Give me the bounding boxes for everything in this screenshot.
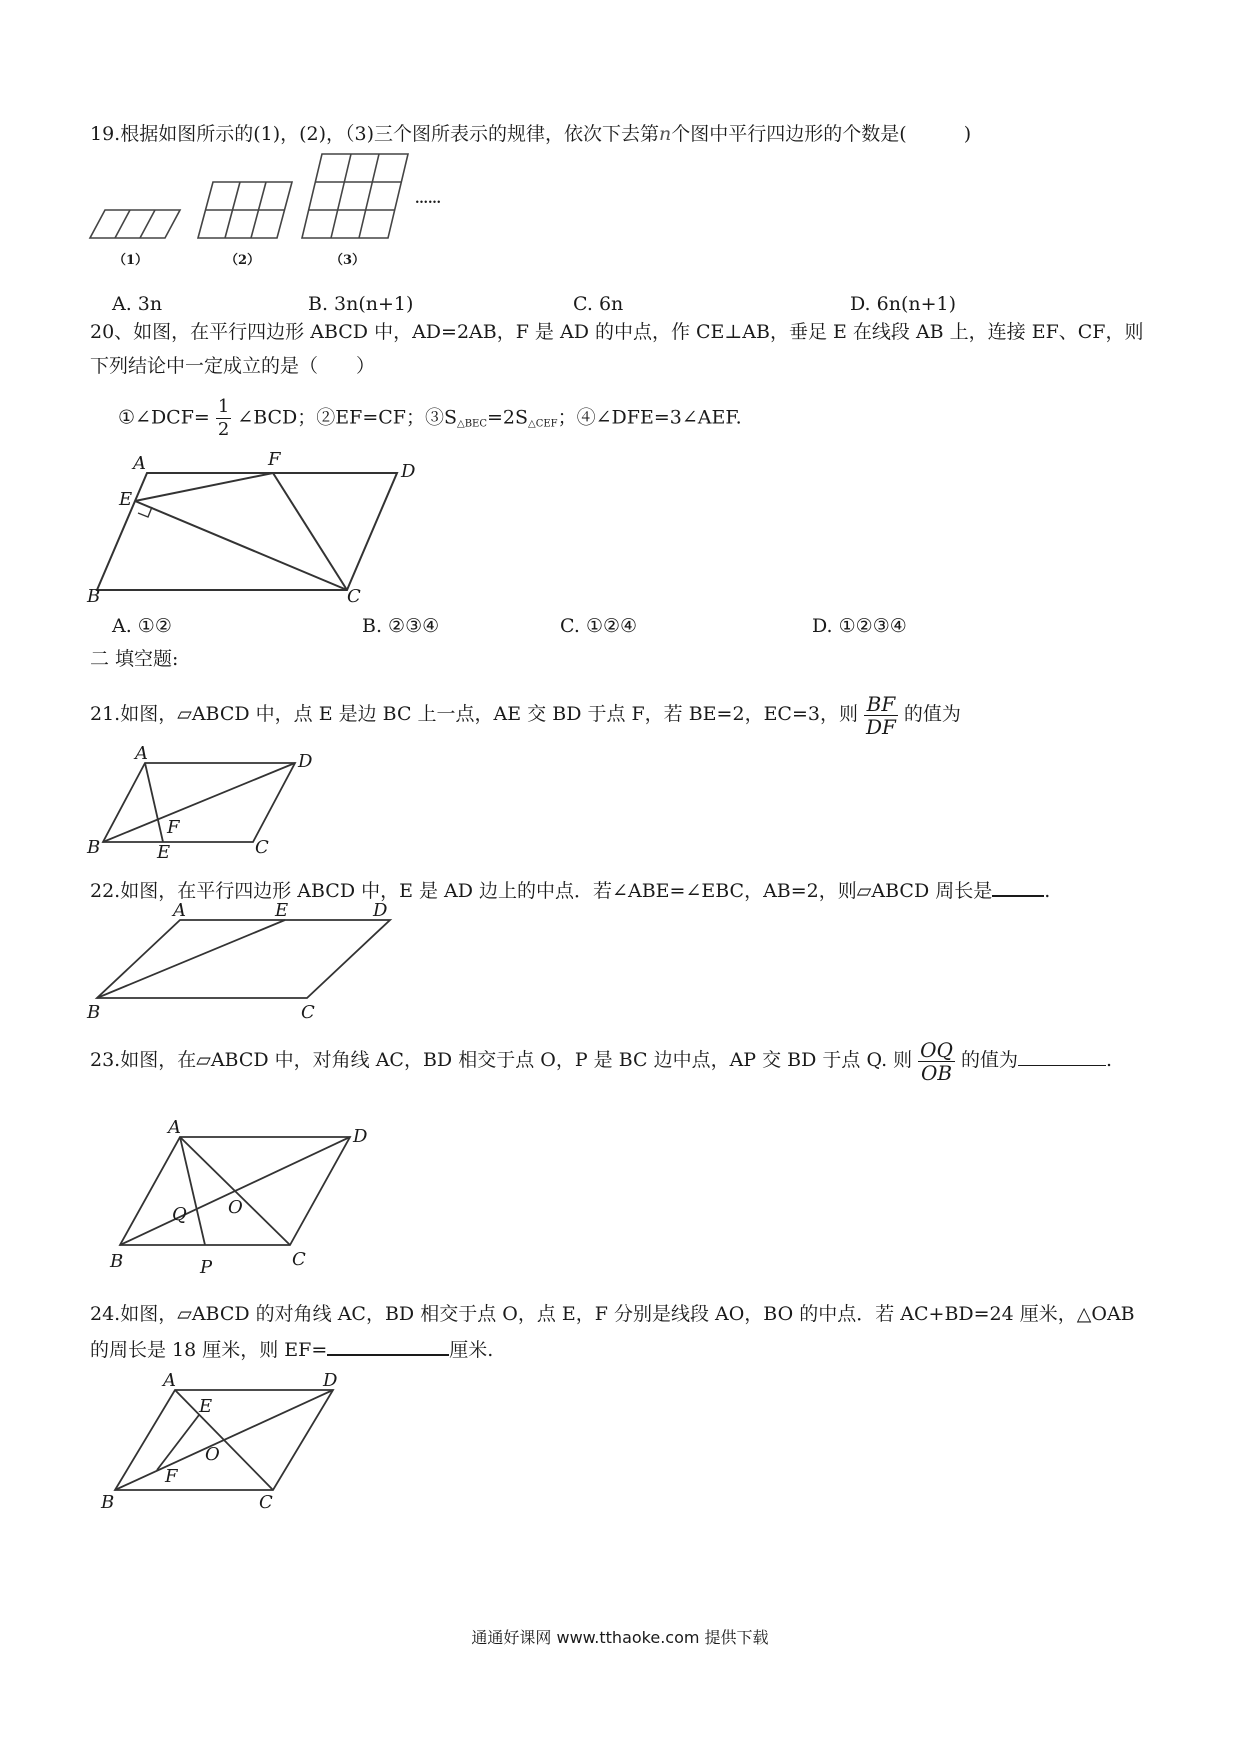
q20-point-label: F [268, 449, 281, 470]
footer-credit: 通通好课网 www.tthaoke.com 提供下载 [471, 1628, 769, 1647]
q20-point-label: A [133, 453, 146, 474]
q23-point-label: P [200, 1257, 213, 1278]
q19-fig-label: （1） [113, 253, 149, 268]
q23-answer-blank[interactable] [1018, 1064, 1106, 1066]
q21-point-label: E [157, 842, 171, 860]
q24-stem-line1: 24.如图，▱ABCD 的对角线 AC，BD 相交于点 O，点 E，F 分别是线段 AO，BO 的中点．若 AC+BD=24 厘米，△OAB [90, 1303, 1135, 1325]
q21-fraction: $\frac{BF}{DF}$ [865, 691, 896, 739]
q24-point-label: C [259, 1492, 273, 1513]
q19-figure [85, 148, 505, 273]
q24-point-label: F [165, 1466, 178, 1487]
q22-point-label: A [173, 900, 186, 921]
q22-point-label: C [301, 1002, 315, 1023]
q22-stem: 22.如图，在平行四边形 ABCD 中，E 是 AD 边上的中点．若∠ABE=∠EBC，AB=2，则▱ABCD 周长是 . [90, 875, 1050, 905]
q19-option-c: C. 6n [573, 293, 624, 315]
q19-option-d: D. 6n(n+1) [850, 293, 957, 315]
q23-point-label: B [110, 1251, 124, 1272]
q23-stem: 23.如图，在▱ABCD 中，对角线 AC，BD 相交于点 O，P 是 BC 边中点，AP 交 BD 于点 Q. 则 $\frac{OQ}{OB}$ 的值为 . [90, 1037, 1113, 1085]
q20-point-label: B [87, 586, 101, 607]
q23-point-label: O [228, 1197, 243, 1218]
q20-figure [85, 445, 430, 610]
q20-option-a: A. ①② [112, 615, 172, 637]
q22-point-label: D [373, 900, 388, 921]
q19-var-n: n [659, 123, 672, 145]
q24-figure [95, 1372, 355, 1517]
q24-point-label: O [205, 1444, 220, 1465]
q23-figure [100, 1115, 390, 1280]
q24-answer-blank[interactable] [327, 1334, 449, 1356]
q24-point-label: A [163, 1372, 176, 1391]
q21-point-label: A [135, 745, 148, 764]
q24-point-label: E [199, 1396, 213, 1417]
q23-point-label: C [292, 1249, 306, 1270]
q19-ellipsis: …… [415, 192, 441, 207]
q23-point-label: D [353, 1126, 368, 1147]
q21-point-label: F [167, 817, 180, 838]
q20-conclusions: ①∠DCF= $\frac{1}{2}$ ∠BCD；②EF=CF；$③S_{\triangle BEC}=2S_{\triangle CEF}$；④∠DFE=3∠AEF. [118, 396, 742, 440]
q19-option-b: B. 3n(n+1) [308, 293, 414, 315]
q23-point-label: Q [172, 1204, 187, 1225]
q22-figure [85, 900, 415, 1025]
q22-point-label: E [275, 900, 289, 921]
q20-option-c: C. ①②④ [560, 615, 638, 637]
q19-fig-label: （2） [225, 253, 261, 268]
q19-fig-label: （3） [330, 253, 366, 268]
q22-answer-blank[interactable] [992, 875, 1044, 897]
q20-point-label: D [401, 461, 416, 482]
q19-option-a: A. 3n [112, 293, 163, 315]
q24-stem-line2: 的周长是 18 厘米，则 EF= 厘米. [90, 1334, 493, 1364]
q20-stem-line1: 20、如图，在平行四边形 ABCD 中，AD=2AB，F 是 AD 的中点，作 CE⊥AB，垂足 E 在线段 AB 上，连接 EF、CF，则 [90, 321, 1144, 343]
q21-point-label: C [255, 837, 269, 858]
q22-point-label: B [87, 1002, 101, 1023]
q24-point-label: D [323, 1372, 338, 1391]
q21-point-label: D [298, 751, 313, 772]
q20-stem-line2: 下列结论中一定成立的是（ ） [90, 355, 376, 377]
q19-stem: 19.根据如图所示的(1)，(2)，（3)三个图所表示的规律，依次下去第n个图中平行四边形的个数是( ) [90, 123, 972, 145]
q20-fraction: $\frac{1}{2}$ [217, 396, 230, 440]
q20-point-label: C [347, 586, 361, 607]
q24-point-label: B [101, 1492, 115, 1513]
q20-option-d: D. ①②③④ [812, 615, 907, 637]
section-heading: 二 填空题: [90, 648, 179, 670]
q23-fraction: $\frac{OQ}{OB}$ [920, 1037, 953, 1085]
q23-point-label: A [168, 1117, 181, 1138]
q20-point-label: E [119, 489, 133, 510]
q21-figure [85, 745, 325, 860]
q21-point-label: B [87, 837, 101, 858]
q21-stem: 21.如图，▱ABCD 中，点 E 是边 BC 上一点，AE 交 BD 于点 F，若 BE=2，EC=3，则 $\frac{BF}{DF}$ 的值为 [90, 691, 961, 739]
q20-option-b: B. ②③④ [362, 615, 440, 637]
